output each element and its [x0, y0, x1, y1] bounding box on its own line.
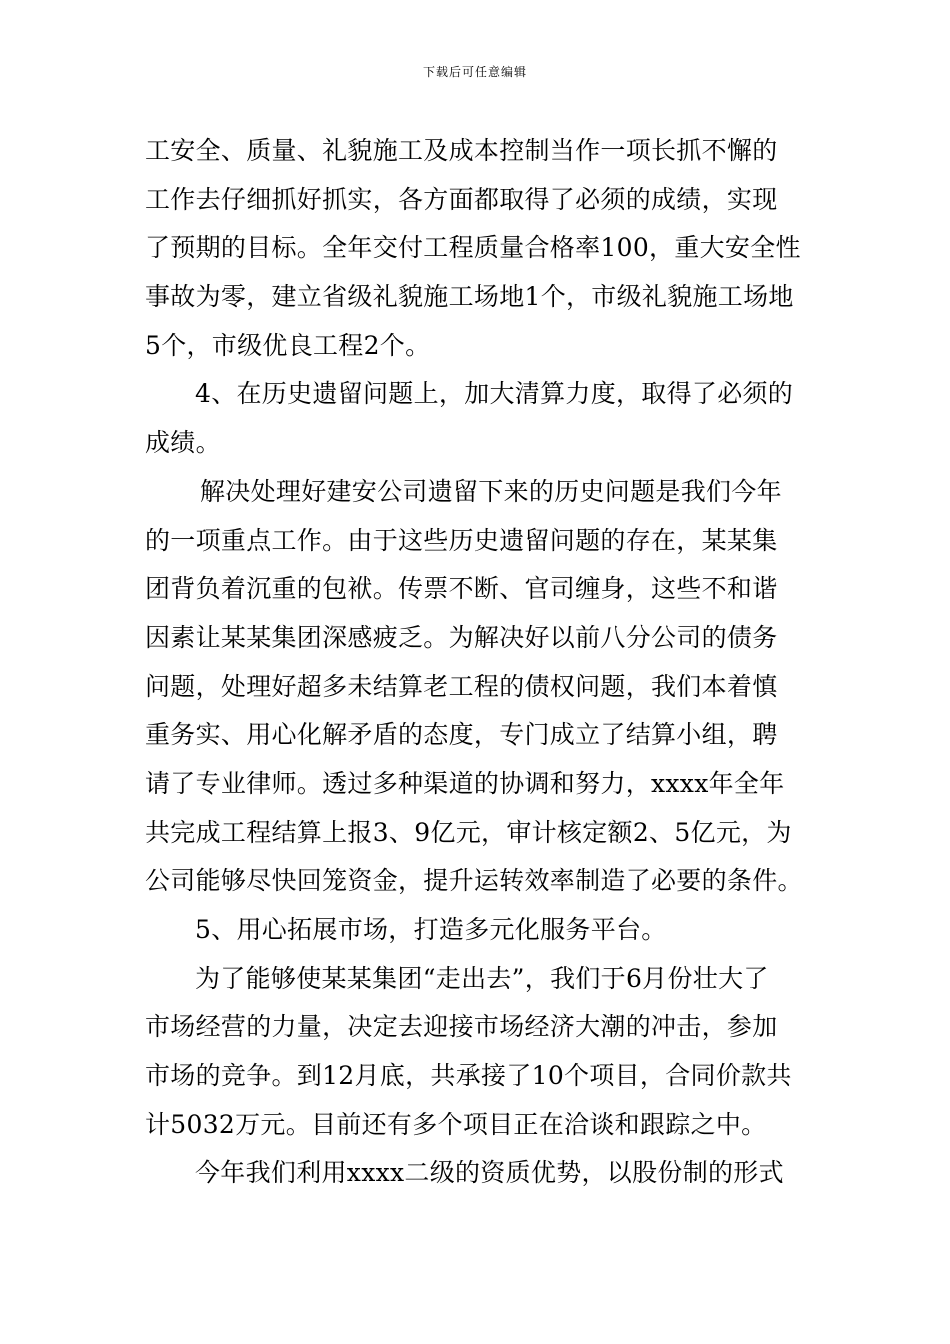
- paragraph: [145, 955, 813, 1150]
- text-line: 工作去仔细抓好抓实，各方面都取得了必须的成绩，实现: [145, 184, 778, 214]
- document-body: [145, 127, 813, 1198]
- text-line: 公司能够尽快回笼资金，提升运转效率制造了必要的条件。: [145, 866, 803, 896]
- text-line: 市场的竞争。到12月底，共承接了10个项目，合同价款共: [145, 1061, 792, 1091]
- text-line: 工安全、质量、礼貌施工及成本控制当作一项长抓不懈的: [145, 136, 778, 165]
- text-line: 解决处理好建安公司遗留下来的历史问题是我们今年: [200, 476, 782, 506]
- text-line: 的一项重点工作。由于这些历史遗留问题的存在，某某集: [145, 525, 778, 555]
- text-line: 成绩。: [145, 428, 221, 458]
- paragraph: [145, 1149, 813, 1198]
- text-line: 今年我们利用xxxx二级的资质优势，以股份制的形式: [195, 1158, 784, 1188]
- paragraph: [145, 906, 813, 955]
- text-line: 5、用心拓展市场，打造多元化服务平台。: [195, 915, 667, 944]
- text-line: 计5032万元。目前还有多个项目正在洽谈和跟踪之中。: [145, 1109, 767, 1139]
- text-line: 问题，处理好超多未结算老工程的债权问题，我们本着慎: [145, 671, 778, 701]
- text-line: 团背负着沉重的包袱。传票不断、官司缠身，这些不和谐: [145, 574, 778, 604]
- paragraph: [145, 370, 813, 467]
- text-line: 重务实、用心化解矛盾的态度，专门成立了结算小组，聘: [145, 720, 778, 750]
- text-line: 共完成工程结算上报3、9亿元，审计核定额2、5亿元，为: [145, 817, 792, 847]
- paragraph: [145, 468, 813, 906]
- text-line: 为了能够使某某集团“走出去”，我们于6月份壮大了: [195, 963, 769, 993]
- text-line: 市场经营的力量，决定去迎接市场经济大潮的冲击，参加: [145, 1012, 778, 1042]
- page-header-note: 下载后可任意编辑: [422, 65, 527, 79]
- text-line: 因素让某某集团深感疲乏。为解决好以前八分公司的债务: [145, 622, 778, 652]
- text-line: 5个，市级优良工程2个。: [145, 330, 431, 360]
- text-line: 事故为零，建立省级礼貌施工场地1个，市级礼貌施工场地: [145, 282, 794, 312]
- text-line: 了预期的目标。全年交付工程质量合格率100，重大安全性: [145, 233, 801, 263]
- text-line: 4、在历史遗留问题上，加大清算力度，取得了必须的: [195, 379, 794, 409]
- text-line: 请了专业律师。透过多种渠道的协调和努力，xxxx年全年: [145, 768, 785, 798]
- paragraph: [145, 127, 813, 370]
